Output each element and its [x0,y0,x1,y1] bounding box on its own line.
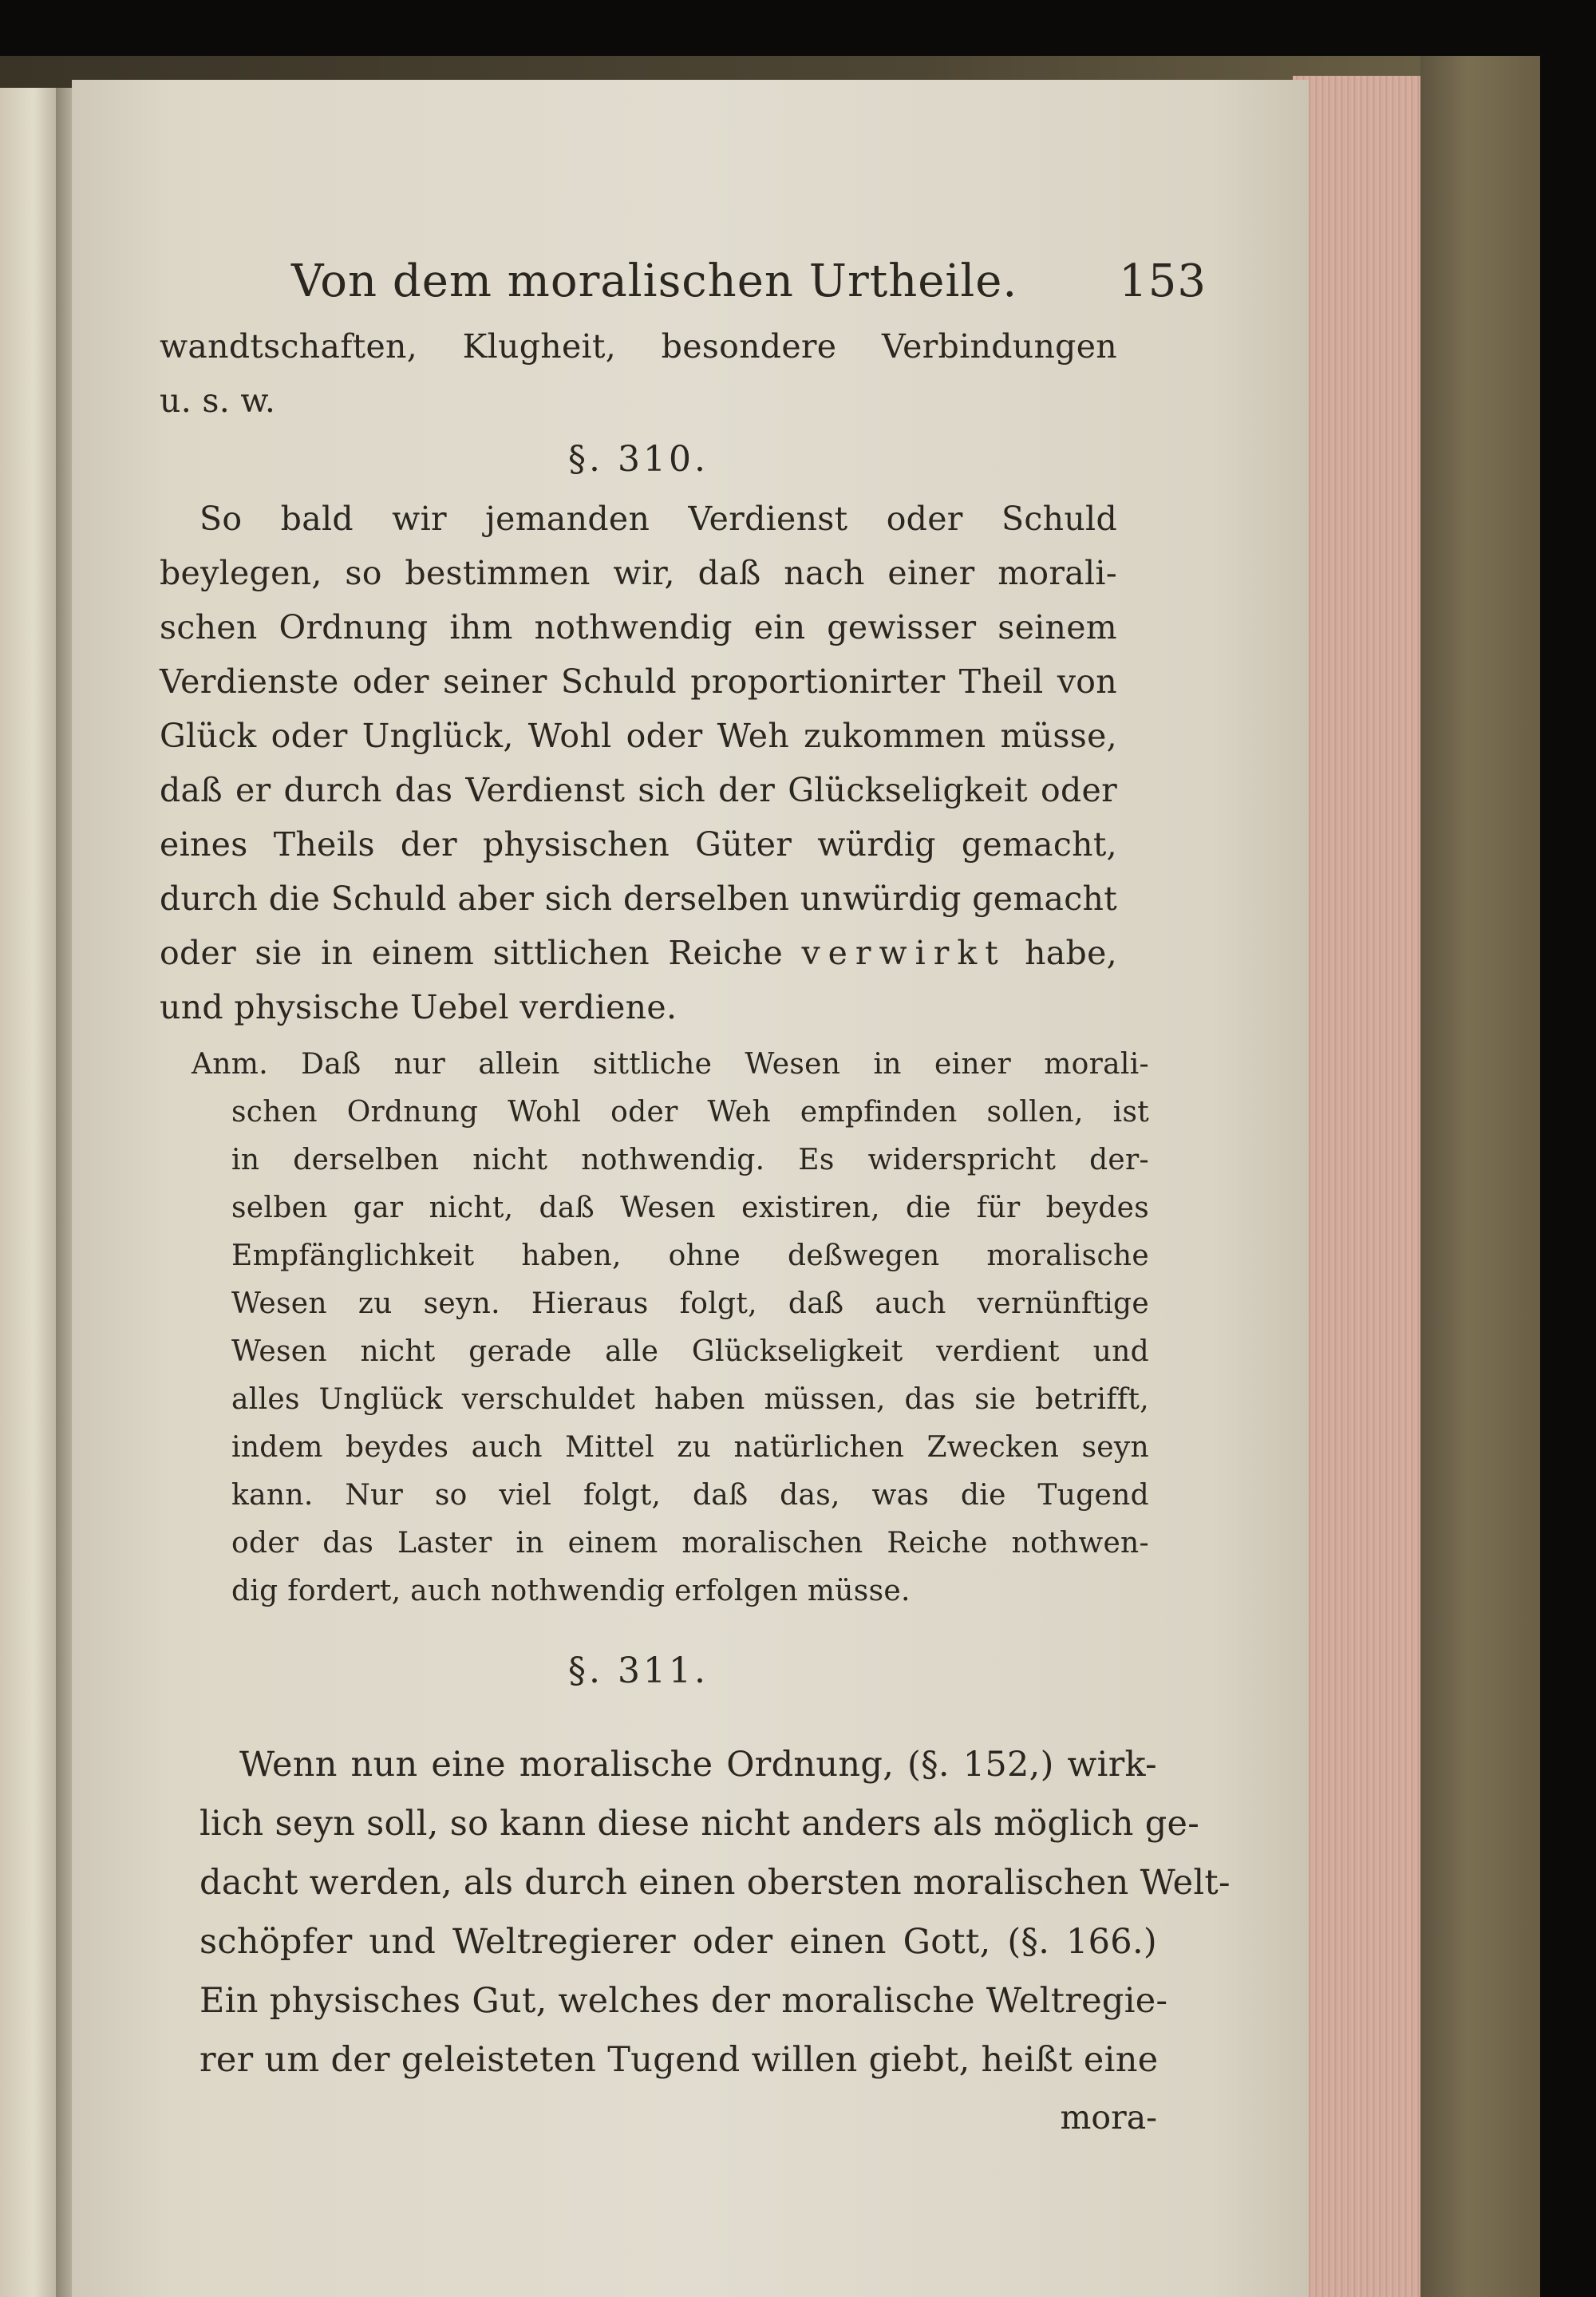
note-line: schen Ordnung Wohl oder Weh empfinden sollen, ist [231,1096,1149,1129]
text-line: dacht werden, als durch einen obersten moralischen Welt- [200,1863,1231,1903]
text-fragment: habe, [1025,934,1117,972]
note-line: indem beydes auch Mittel zu natürlichen Zwecken seyn [231,1431,1149,1464]
note-line: Anm. Daß nur allein sittliche Wesen in einer morali- [192,1048,1149,1081]
text-line: schöpfer und Weltregierer oder einen Gott, (§. 166.) [200,1922,1157,1962]
text-line: beylegen, so bestimmen wir, daß nach einer morali- [160,554,1117,592]
top-lines [160,319,1117,428]
section-311-text [200,1735,1231,2145]
section-311-heading: §. 311. [568,1651,709,1691]
emphasized-word: verwirkt [801,934,1006,972]
annotation-block [192,1041,1149,1615]
note-line: dig fordert, auch nothwendig erfolgen müsse. [231,1575,911,1607]
previous-page-edge [0,88,59,2297]
text-line: lich seyn soll, so kann diese nicht anders als möglich ge- [200,1804,1200,1844]
page-stack-edge [1293,76,1420,2297]
running-head: Von dem moralischen Urtheile. [291,255,1018,307]
text-line [160,926,1117,980]
text-line: Verdienste oder seiner Schuld proportionirter Theil von [160,662,1117,701]
note-line: oder das Laster in einem moralischen Reiche nothwen- [231,1527,1149,1560]
text-line: daß er durch das Verdienst sich der Glückseligkeit oder [160,771,1117,809]
note-line: Wesen zu seyn. Hieraus folgt, daß auch vernünftige [231,1287,1149,1320]
page-number: 153 [1119,255,1207,307]
text-line: Ein physisches Gut, welches der moralische Weltregie- [200,1981,1168,2021]
note-line: alles Unglück verschuldet haben müssen, das sie betrifft, [231,1383,1149,1416]
text-line: eines Theils der physischen Güter würdig gemacht, [160,825,1117,864]
text-line: wandtschaften, Klugheit, besondere Verbindungen [160,327,1117,366]
note-line: selben gar nicht, daß Wesen existiren, die für beydes [231,1192,1149,1224]
text-line: So bald wir jemanden Verdienst oder Schuld [200,500,1117,538]
note-line: Empfänglichkeit haben, ohne deßwegen moralische [231,1239,1149,1272]
text-line: Wenn nun eine moralische Ordnung, (§. 152,) wirk- [239,1745,1157,1785]
page-gutter [56,88,73,2297]
text-line: durch die Schuld aber sich derselben unwürdig gemacht [160,880,1117,918]
page-content [160,247,1231,2145]
text-line: Glück oder Unglück, Wohl oder Weh zukommen müsse, [160,717,1117,755]
text-line: und physische Uebel verdiene. [160,988,678,1026]
note-line: in derselben nicht nothwendig. Es widerspricht der- [231,1144,1149,1176]
text-line: u. s. w. [160,382,276,420]
text-fragment: oder sie in einem sittlichen Reiche [160,934,784,972]
note-line: Wesen nicht gerade alle Glückseligkeit verdient und [231,1335,1149,1368]
section-310-text [160,492,1117,1034]
text-line: rer um der geleisteten Tugend willen giebt, heißt eine [200,2040,1159,2080]
page-header [160,247,1207,319]
note-line: kann. Nur so viel folgt, daß das, was die Tugend [231,1479,1149,1512]
text-line: schen Ordnung ihm nothwendig ein gewisser seinem [160,608,1117,646]
catchword: mora- [1060,2098,1157,2137]
section-310-heading: §. 310. [568,439,709,480]
book-board-edge [1420,56,1540,2297]
